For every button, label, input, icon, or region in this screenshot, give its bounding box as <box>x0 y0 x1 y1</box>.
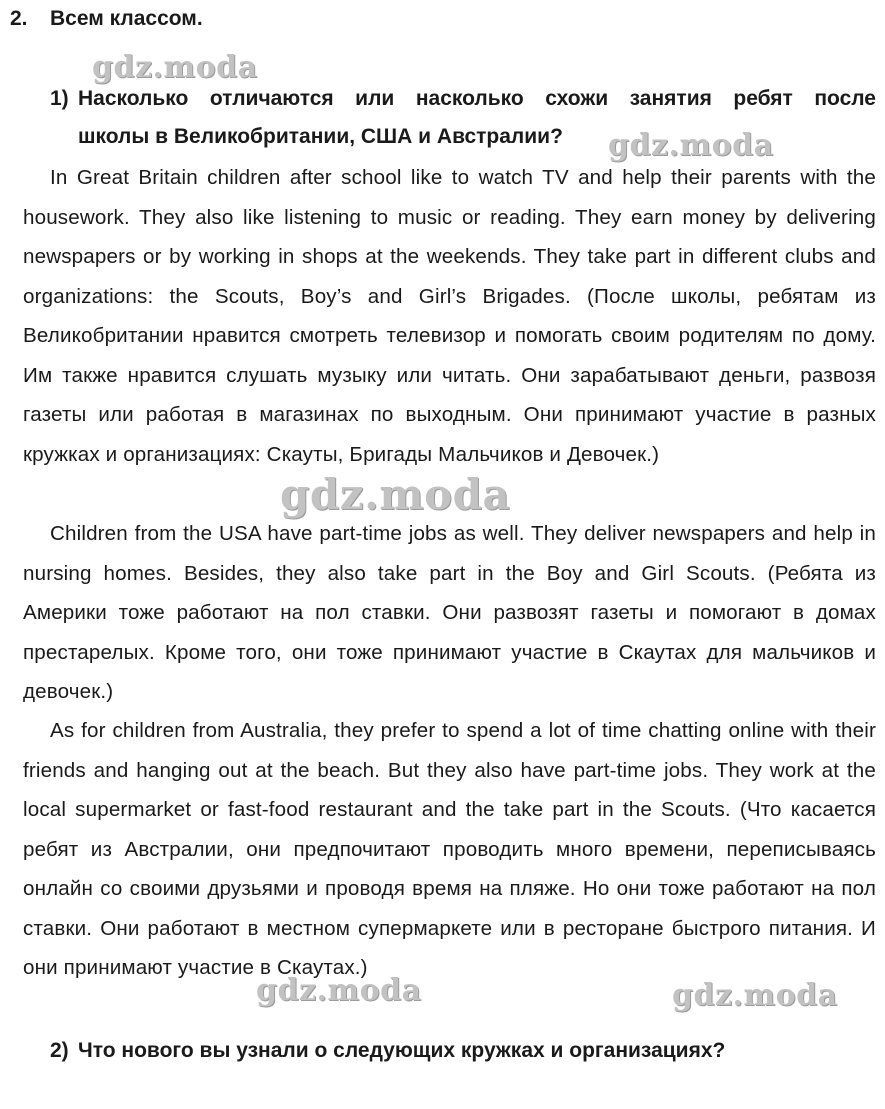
question-1-line-2: школы в Великобритании, США и Австралии? <box>78 125 563 148</box>
paragraph-usa: Children from the USA have part-time jobs as well. They deliver newspapers and help in nursing homes. Besides, they also take part in the Boy and Girl Scouts. (Ребята из Америки тоже работают на пол ставки. Они развозят газеты и помогают в домах престарелых. Кроме того, они тоже принимают участие в Скаутах для мальчиков и девочек.) <box>23 522 876 703</box>
question-2-text: Что нового вы узнали о следующих кружках и организациях? <box>78 1039 726 1062</box>
question-1-line-1: Насколько отличаются или насколько схожи занятия ребят после <box>78 87 876 110</box>
watermark: gdz.moda <box>280 470 511 519</box>
watermark: gdz.moda <box>608 128 774 163</box>
question-2 <box>50 1032 810 1070</box>
watermark: gdz.moda <box>256 973 422 1008</box>
paragraph-australia: As for children from Australia, they prefer to spend a lot of time chatting online with their friends and hanging out at the beach. But they also have part-time jobs. They work at the local supermarket or fast-food restaurant and the take part in the Scouts. (Что касается ребят из Австралии, они предпочитают проводить много времени, переписываясь онлайн со своими друзьями и проводя время на пляже. Но они тоже работают на пол ставки. Они работают в местном супермаркете или в ресторане быстрого питания. И они принимают участие в Скаутах.) <box>23 719 876 979</box>
task-number: 2. <box>10 7 28 30</box>
question-1-number: 1) <box>50 87 69 110</box>
task-header <box>10 4 203 34</box>
watermark: gdz.moda <box>92 50 258 85</box>
watermark: gdz.moda <box>672 978 838 1013</box>
paragraph-great-britain: In Great Britain children after school like to watch TV and help their parents with the housework. They also like listening to music or reading. They earn money by delivering newspapers or by working in shops at the weekends. They take part in different clubs and organizations: the Scouts, Boy’s and Girl’s Brigades. (После школы, ребятам из Великобритании нравится смотреть телевизор и помогать своим родителям по дому. Им также нравится слушать музыку или читать. Они зарабатывают деньги, развозя газеты или работая в магазинах по выходным. Они принимают участие в разных кружках и организациях: Скауты, Бригады Мальчиков и Девочек.) <box>23 166 876 466</box>
question-2-number: 2) <box>50 1039 69 1062</box>
task-title: Всем классом. <box>50 7 203 30</box>
